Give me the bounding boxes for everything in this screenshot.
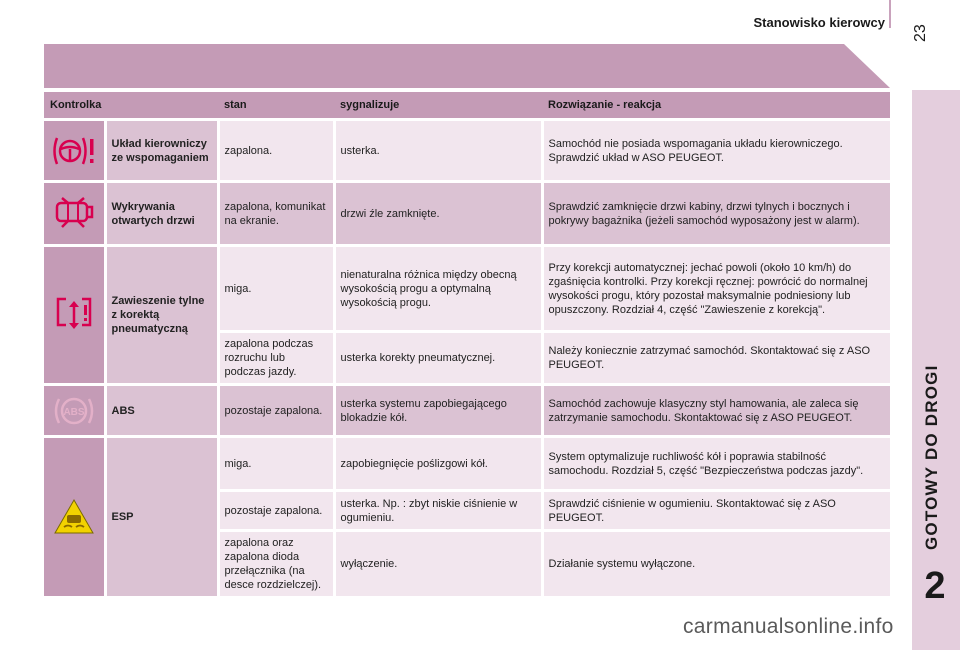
- reakcja-cell: System optymalizuje ruchliwość kół i poprawia stabilność samochodu. Rozdział 5, część "Bezpieczeństwa podczas jazdy".: [542, 437, 890, 491]
- sygnalizuje-cell: usterka systemu zapobiegającego blokadzie kół.: [334, 385, 542, 437]
- reakcja-cell: Należy koniecznie zatrzymać samochód. Skontaktować się z ASO PEUGEOT.: [542, 332, 890, 385]
- stan-cell: zapalona.: [218, 120, 334, 182]
- stan-cell: zapalona, komunikat na ekranie.: [218, 182, 334, 246]
- reakcja-cell: Samochód zachowuje klasyczny styl hamowania, ale zaleca się zatrzymanie samochodu. Skontaktować się z ASO PEUGEOT.: [542, 385, 890, 437]
- esp-icon: [44, 497, 104, 537]
- chapter-title: GOTOWY DO DROGI: [922, 364, 941, 550]
- sygnalizuje-cell: usterka. Np. : zbyt niskie ciśnienie w ogumieniu.: [334, 491, 542, 531]
- page-number: 23: [912, 24, 929, 42]
- table-banner: [44, 44, 890, 88]
- header-reakcja: Rozwiązanie - reakcja: [542, 92, 890, 120]
- header-kontrolka: Kontrolka: [44, 92, 218, 120]
- stan-cell: miga.: [218, 246, 334, 332]
- sygnalizuje-cell: usterka korekty pneumatycznej.: [334, 332, 542, 385]
- warning-name: ESP: [105, 437, 218, 597]
- icon-cell: [44, 437, 105, 597]
- table-row: [44, 120, 890, 182]
- warning-name: Zawieszenie tylne z korektą pneumatyczną: [105, 246, 218, 385]
- header-sygnalizuje: sygnalizuje: [334, 92, 542, 120]
- warning-name: ABS: [105, 385, 218, 437]
- warning-lights-table: [44, 92, 890, 596]
- reakcja-cell: Działanie systemu wyłączone.: [542, 531, 890, 597]
- section-title: Stanowisko kierowcy: [753, 15, 885, 30]
- suspension-icon: [44, 295, 104, 335]
- table-row: [44, 182, 890, 246]
- header-rule: [889, 0, 891, 28]
- icon-cell: [44, 385, 105, 437]
- svg-text:ABS: ABS: [63, 406, 85, 418]
- stan-cell: zapalona oraz zapalona dioda przełącznika (na desce rozdzielczej).: [218, 531, 334, 597]
- warning-name: Wykrywania otwartych drzwi: [105, 182, 218, 246]
- reakcja-cell: Sprawdzić zamknięcie drzwi kabiny, drzwi tylnych i bocznych i pokrywy bagażnika (jeżeli samochód wyposażony jest w alarm).: [542, 182, 890, 246]
- reakcja-cell: Przy korekcji automatycznej: jechać powoli (około 10 km/h) do zgaśnięcia kontrolki. Przy korekcji ręcznej: powrócić do normalnej wysokości progu, który pozostał maksymalnie podniesiony lub opuszczony. Rozdział 4, część "Zawieszenie z korekcją".: [542, 246, 890, 332]
- icon-cell: [44, 182, 105, 246]
- reakcja-cell: Samochód nie posiada wspomagania układu kierowniczego. Sprawdzić układ w ASO PEUGEOT.: [542, 120, 890, 182]
- stan-cell: miga.: [218, 437, 334, 491]
- watermark: carmanualsonline.info: [683, 615, 894, 638]
- sygnalizuje-cell: zapobiegnięcie poślizgowi kół.: [334, 437, 542, 491]
- stan-cell: pozostaje zapalona.: [218, 491, 334, 531]
- icon-cell: [44, 246, 105, 385]
- stan-cell: pozostaje zapalona.: [218, 385, 334, 437]
- door-open-icon: [44, 197, 104, 231]
- table-row: [44, 385, 890, 437]
- abs-icon: [44, 395, 104, 427]
- power-steering-warning-icon: [44, 134, 104, 168]
- sygnalizuje-cell: wyłączenie.: [334, 531, 542, 597]
- icon-cell: [44, 120, 105, 182]
- table-row: [44, 246, 890, 332]
- reakcja-cell: Sprawdzić ciśnienie w ogumieniu. Skontaktować się z ASO PEUGEOT.: [542, 491, 890, 531]
- stan-cell: zapalona podczas rozruchu lub podczas jazdy.: [218, 332, 334, 385]
- chapter-number: 2: [924, 565, 946, 607]
- sygnalizuje-cell: usterka.: [334, 120, 542, 182]
- sygnalizuje-cell: drzwi źle zamknięte.: [334, 182, 542, 246]
- table-row: [44, 437, 890, 491]
- header-stan: stan: [218, 92, 334, 120]
- sygnalizuje-cell: nienaturalna różnica między obecną wysokością progu a optymalną wysokością progu.: [334, 246, 542, 332]
- table-header-row: [44, 92, 890, 120]
- warning-name: Układ kierowniczy ze wspomaganiem: [105, 120, 218, 182]
